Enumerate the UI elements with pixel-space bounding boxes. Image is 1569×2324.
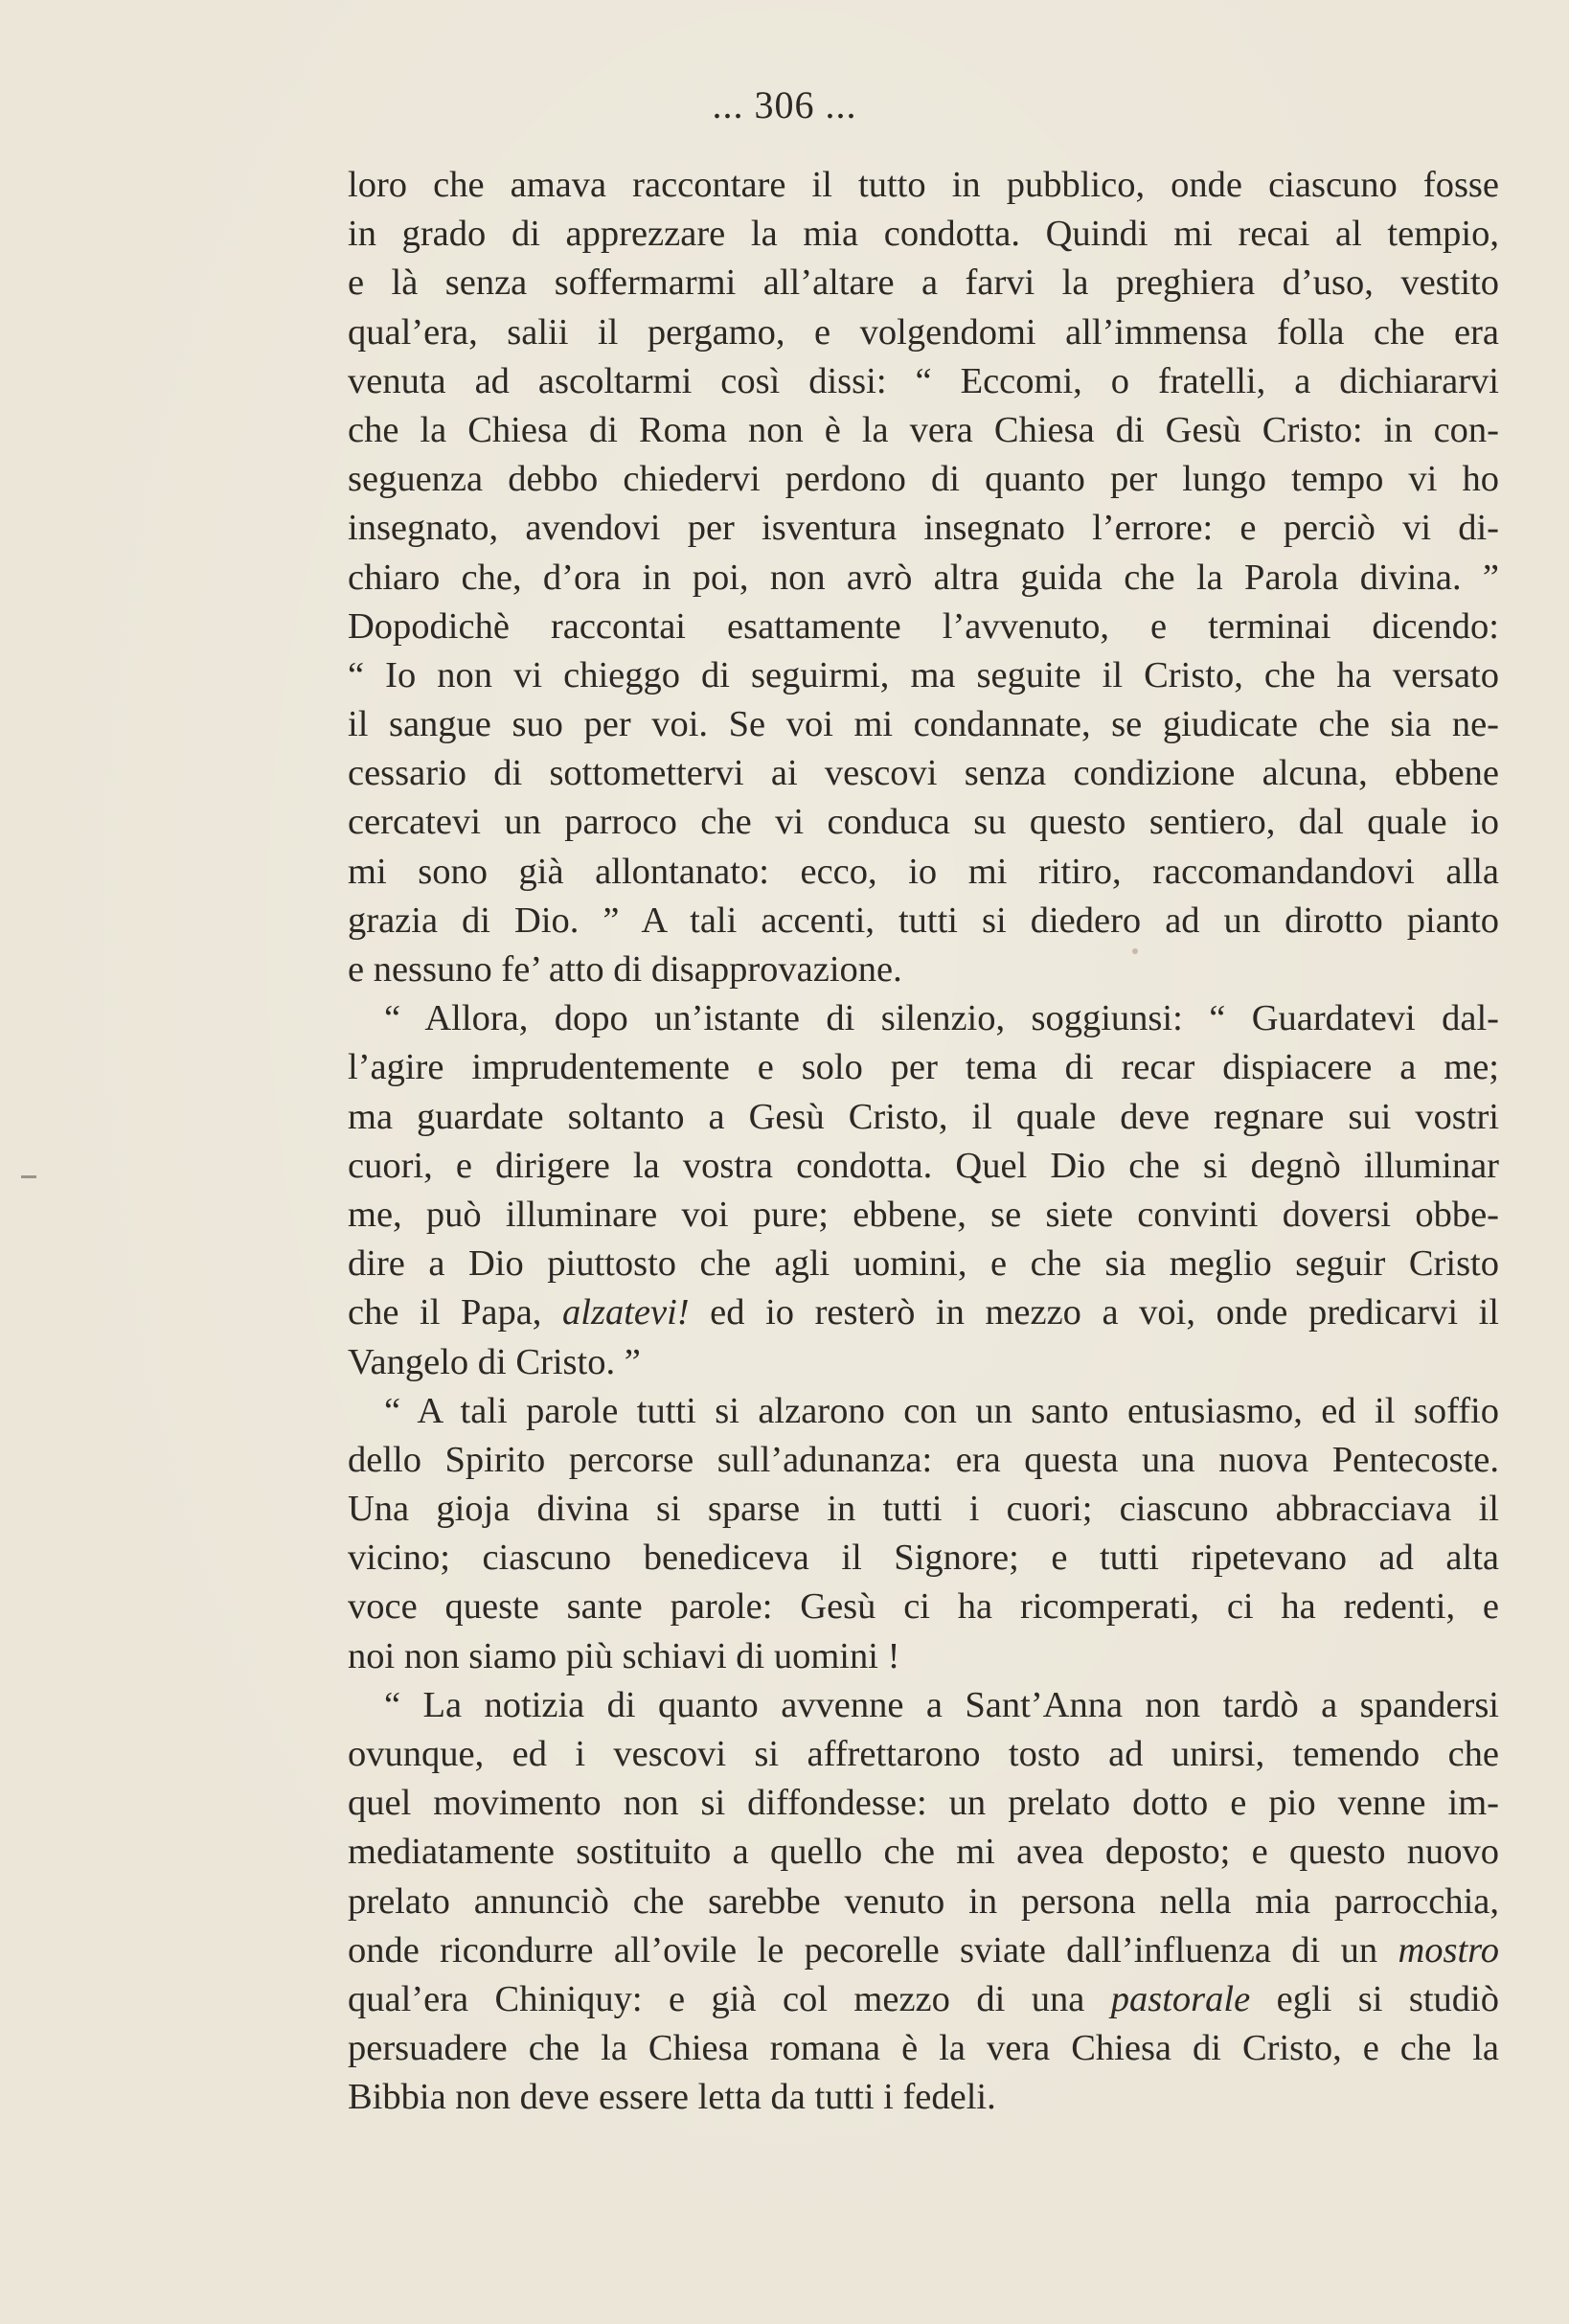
text-line: insegnato, avendovi per isventura insegnato l’errore: e perciò vi di- [348, 508, 1499, 549]
text-line [348, 1926, 1499, 1975]
italic-word: pastorale [1110, 1978, 1251, 2019]
text-line: chiaro che, d’ora in poi, non avrò altra guida che la Parola divina. ” [348, 557, 1499, 598]
text-segment: ed io resterò in mezzo a voi, onde predicarvi il [689, 1292, 1499, 1333]
margin-mark [21, 1175, 36, 1178]
text-line: e là senza soffermarmi all’altare a farvi la preghiera d’uso, vestito [348, 262, 1499, 304]
text-line: me, può illuminare voi pure; ebbene, se siete convinti doversi obbe- [348, 1194, 1499, 1235]
text-line: in grado di apprezzare la mia condotta. Quindi mi recai al tempio, [348, 214, 1499, 255]
text-line: dello Spirito percorse sull’adunanza: era questa una nuova Pentecoste. [348, 1439, 1499, 1480]
text-segment: che il Papa, [348, 1292, 563, 1333]
text-line: cuori, e dirigere la vostra condotta. Quel Dio che si degnò illuminar [348, 1145, 1499, 1186]
text-line: mediatamente sostituito a quello che mi avea deposto; e questo nuovo [348, 1832, 1499, 1873]
text-line: il sangue suo per voi. Se voi mi condannate, se giudicate che sia ne- [348, 704, 1499, 745]
italic-word: mostro [1398, 1929, 1499, 1971]
text-line: prelato annunciò che sarebbe venuto in persona nella mia parrocchia, [348, 1880, 1499, 1922]
text-line: noi non siamo più schiavi di uomini ! [348, 1635, 900, 1676]
text-line: voce queste sante parole: Gesù ci ha ricomperati, ci ha redenti, e [348, 1586, 1499, 1628]
text-line [348, 1975, 1499, 2024]
text-line: vicino; ciascuno benediceva il Signore; e tutti ripetevano ad alta [348, 1538, 1499, 1579]
italic-word: alzatevi! [562, 1292, 690, 1333]
text-line: seguenza debbo chiedervi perdono di quanto per lungo tempo vi ho [348, 459, 1499, 500]
text-line [348, 1288, 1499, 1337]
text-line: cessario di sottomettervi ai vescovi senza condizione alcuna, ebbene [348, 753, 1499, 794]
text-line: qual’era, salii il pergamo, e volgendomi all’immensa folla che era [348, 311, 1499, 353]
text-segment: egli si studiò [1250, 1978, 1499, 2019]
paper-speck [1132, 948, 1138, 954]
text-line: mi sono già allontanato: ecco, io mi ritiro, raccomandandovi alla [348, 851, 1499, 892]
text-line: grazia di Dio. ” A tali accenti, tutti si diedero ad un dirotto pianto [348, 900, 1499, 941]
text-line: “ Io non vi chieggo di seguirmi, ma seguite il Cristo, che ha versato [348, 654, 1499, 695]
text-line: l’agire imprudentemente e solo per tema di recar dispiacere a me; [348, 1047, 1499, 1088]
text-line: e nessuno fe’ atto di disapprovazione. [348, 949, 902, 990]
text-line: ovunque, ed i vescovi si affrettarono tosto ad unirsi, temendo che [348, 1734, 1499, 1774]
text-line: cercatevi un parroco che vi conduca su questo sentiero, dal quale io [348, 802, 1499, 843]
text-line: “ La notizia di quanto avvenne a Sant’Anna non tardò a spandersi [384, 1684, 1499, 1725]
page-number: ... 306 ... [712, 83, 857, 126]
text-line: “ Allora, dopo un’istante di silenzio, soggiunsi: “ Guardatevi dal- [384, 998, 1499, 1039]
text-line: “ A tali parole tutti si alzarono con un santo entusiasmo, ed il soffio [384, 1390, 1499, 1431]
text-line: Una gioja divina si sparse in tutti i cuori; ciascuno abbracciava il [348, 1489, 1499, 1530]
text-line: Dopodichè raccontai esattamente l’avvenuto, e terminai dicendo: [348, 605, 1499, 647]
text-line: persuadere che la Chiesa romana è la vera Chiesa di Cristo, e che la [348, 2028, 1499, 2069]
text-segment: qual’era Chiniquy: e già col mezzo di una [348, 1978, 1111, 2019]
text-line: quel movimento non si diffondesse: un prelato dotto e pio venne im- [348, 1783, 1499, 1824]
text-line: Vangelo di Cristo. ” [348, 1341, 641, 1382]
body-text [348, 161, 1499, 2123]
text-line: ma guardate soltanto a Gesù Cristo, il quale deve regnare sui vostri [348, 1096, 1499, 1137]
text-line: loro che amava raccontare il tutto in pubblico, onde ciascuno fosse [348, 165, 1499, 205]
text-line: venuta ad ascoltarmi così dissi: “ Eccomi, o fratelli, a dichiararvi [348, 360, 1499, 401]
text-line: dire a Dio piuttosto che agli uomini, e che sia meglio seguir Cristo [348, 1243, 1499, 1285]
text-line: Bibbia non deve essere letta da tutti i fedeli. [348, 2077, 996, 2118]
text-segment: onde ricondurre all’ovile le pecorelle sviate dall’influenza di un [348, 1929, 1398, 1971]
text-line: che la Chiesa di Roma non è la vera Chiesa di Gesù Cristo: in con- [348, 409, 1499, 450]
